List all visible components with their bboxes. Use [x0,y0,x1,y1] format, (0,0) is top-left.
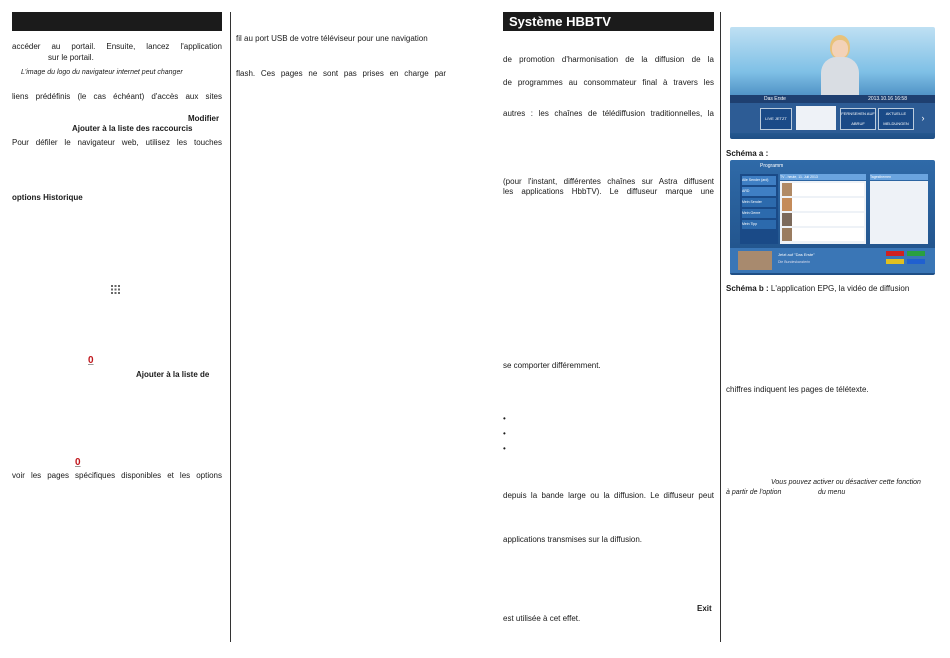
epg-title: Programm [760,163,784,169]
epg-menu-item-3[interactable]: Mein Genre [742,209,776,218]
column-divider-1 [230,12,231,642]
hbbtv-title-bar [503,12,714,31]
red-key[interactable] [886,251,904,256]
col3-line-2: de programmes au consommateur final à travers les [503,78,714,87]
col1-paragraph-1: accéder au portail. Ensuite, lancez l'application [12,42,222,51]
col1-note: L'image du logo du navigateur internet peut changer [21,69,183,76]
epg-bottom-bar [730,248,935,273]
exit-label: Exit [697,604,712,613]
green-key[interactable] [907,251,925,256]
epg-menu-item-0[interactable]: Alle Sender (ard) [742,176,776,185]
col2-line-2: flash. Ces pages ne sont pas prises en charge par [236,69,446,78]
chevron-right-icon[interactable]: › [921,113,925,123]
epg-menu-item-4[interactable]: Mein Tipp [742,220,776,229]
col1-paragraph-3: Pour défiler le navigateur web, utilisez les touches [12,138,222,147]
ajouter-raccourcis-label: Ajouter à la liste des raccourcis [72,124,193,133]
epg-now-text: Jetzt auf "Das Erste" [778,252,815,257]
presenter-figure [818,35,862,95]
col1-paragraph-2: liens prédéfinis (le cas échéant) d'accès aux sites [12,92,222,101]
bullet-2: • [503,429,506,438]
schema-a-caption: Schéma a : [726,149,769,158]
col1-paragraph-4: voir les pages spécifiques disponibles et les options [12,471,222,480]
col3-line-8: applications transmises sur la diffusion. [503,535,643,544]
hbbtv-screenshot-a [730,27,935,139]
schema-b-caption [726,283,909,294]
bullet-3: • [503,444,506,453]
channel-name: Das Erste [764,96,786,102]
options-historique-label: options Historique [12,193,83,202]
hbbtv-screenshot-b [730,160,935,275]
tile-ondemand-label: FERNSEHEN AUF ABRUF [841,111,875,126]
blue-key[interactable] [907,259,925,264]
col4-note-2b: du menu [818,489,846,496]
tile-news[interactable] [878,108,914,130]
tile-row [730,103,935,133]
col4-note-1: Vous pouvez activer ou désactiver cette fonction [771,479,921,486]
epg-menu-item-2[interactable]: Mein Sender [742,198,776,207]
hbbtv-title: Système HBBTV [509,14,611,29]
col1-paragraph-1b: sur le portail. [48,53,94,62]
col4-note-2a: à partir de l'option [726,489,782,496]
yellow-key[interactable] [886,259,904,264]
col3-line-4: (pour l'instant, différentes chaînes sur Astra diffusent [503,177,714,186]
schema-b-label: Schéma b : [726,284,769,293]
col3-line-6: se comporter différemment. [503,361,601,370]
col3-line-1: de promotion d'harmonisation de la diffusion de la [503,55,714,64]
col3-line-3: autres : les chaînes de télédiffusion traditionnelles, la [503,109,714,118]
epg-right-header: Tagesthemen [870,174,928,180]
tile-live-label: LIVE JETZT [765,116,787,121]
epg-thumbnail [738,251,772,270]
epg-menu-item-1[interactable]: ARD [742,187,776,196]
schema-b-text: L'application EPG, la vidéo de diffusion [768,284,910,293]
section-header-bar [12,12,222,31]
channel-time: 2013.10.16 16:58 [868,96,907,102]
bullet-1: • [503,414,506,423]
red-zero-glyph-2: 0 [75,457,81,468]
col3-line-9: est utilisée à cet effet. [503,614,581,623]
column-divider-2 [720,12,721,642]
info-bar [730,95,935,103]
mini-epg-box [796,106,836,130]
red-zero-glyph-1: 0 [88,355,94,366]
grid-icon [111,281,120,290]
tile-live[interactable] [760,108,792,130]
ajouter-liste-de-label: Ajouter à la liste de [136,370,210,379]
epg-right-panel [870,181,928,244]
modifier-label: Modifier [188,114,220,123]
epg-now-text-2: Die Bundeskanzlerin [778,260,811,264]
tile-ondemand[interactable] [840,108,876,130]
col3-line-5: les applications HbbTV). Le diffuseur marque une [503,187,714,196]
epg-menu [740,174,778,244]
col4-line-1: chiffres indiquent les pages de télétexte. [726,385,869,394]
epg-list-header: TV - heute, 11. Juli 2013 [780,174,866,180]
col3-line-7: depuis la bande large ou la diffusion. Le diffuseur peut [503,491,714,500]
col2-line-1: fil au port USB de votre téléviseur pour une navigation [236,34,428,43]
tile-news-label: AKTUELLE MELDUNGEN [883,111,909,126]
epg-list [780,181,866,244]
